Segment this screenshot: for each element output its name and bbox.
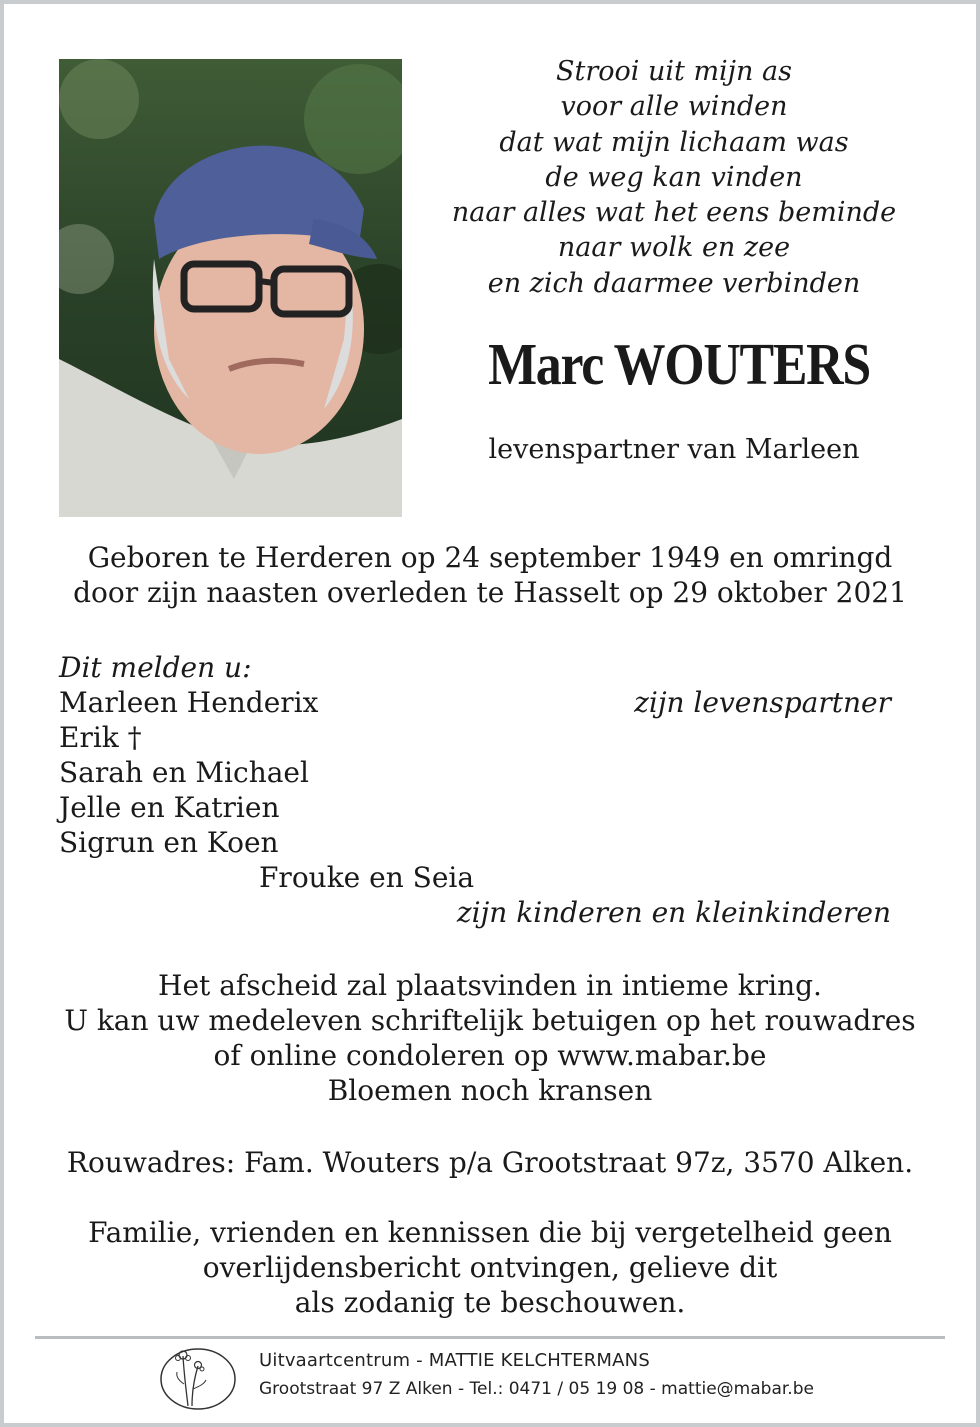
announcement-intro: Dit melden u:: [59, 651, 252, 684]
farewell-info: [0, 968, 980, 1108]
funeral-home-contact: Grootstraat 97 Z Alken - Tel.: 0471 / 05 19 08 - mattie@mabar.be: [259, 1379, 814, 1399]
birth-death-info: [0, 540, 980, 610]
farewell-line: Het afscheid zal plaatsvinden in intieme kring.: [158, 969, 822, 1002]
poem-line: naar wolk en zee: [557, 232, 791, 264]
notice-line: overlijdensbericht ontvingen, gelieve dit: [202, 1251, 778, 1284]
partner-line: levenspartner van Marleen: [488, 434, 860, 465]
poem-line: voor alle winden: [560, 91, 788, 123]
relation-label: zijn levenspartner: [634, 686, 891, 719]
farewell-line: Bloemen noch kransen: [327, 1074, 653, 1107]
funeral-home-title: Uitvaartcentrum - MATTIE KELCHTERMANS: [259, 1350, 650, 1371]
family-name: Marleen Henderix: [59, 686, 319, 719]
notice-line: als zodanig te beschouwen.: [294, 1286, 686, 1319]
poem-line: en zich daarmee verbinden: [487, 267, 861, 299]
farewell-line: of online condoleren op www.mabar.be: [213, 1039, 767, 1072]
announcement-list: [59, 650, 899, 930]
footer-divider: [35, 1336, 945, 1339]
family-name: Sigrun en Koen: [59, 826, 279, 859]
children-relation-label: zijn kinderen en kleinkinderen: [456, 896, 891, 929]
mourning-address: Rouwadres: Fam. Wouters p/a Grootstraat 97z, 3570 Alken.: [66, 1146, 914, 1179]
notice-line: Familie, vrienden en kennissen die bij vergetelheid geen: [88, 1216, 892, 1249]
list-item: [59, 860, 899, 895]
poem-line: naar alles wat het eens beminde: [451, 197, 897, 229]
list-item: [59, 720, 899, 755]
poem: [440, 54, 908, 301]
portrait-photo: [59, 59, 402, 517]
list-item: [59, 755, 899, 790]
notice: [0, 1215, 980, 1320]
deceased-name: Marc WOUTERS: [488, 331, 870, 397]
poem-line: de weg kan vinden: [545, 161, 803, 193]
death-line: door zijn naasten overleden te Hasselt op 29 oktober 2021: [73, 576, 907, 609]
list-item: [59, 825, 899, 860]
farewell-line: U kan uw medeleven schriftelijk betuigen op het rouwadres: [64, 1004, 916, 1037]
poem-line: Strooi uit mijn as: [556, 56, 792, 87]
list-item: [59, 685, 899, 720]
birth-line: Geboren te Herderen op 24 september 1949 en omringd: [87, 541, 893, 574]
family-name: Sarah en Michael: [59, 756, 309, 789]
family-name: Erik †: [59, 721, 142, 754]
family-name: Frouke en Seia: [259, 861, 475, 894]
poem-line: dat wat mijn lichaam was: [499, 126, 849, 158]
family-name: Jelle en Katrien: [59, 791, 280, 824]
flower-logo-icon: [158, 1344, 238, 1414]
list-item: [59, 790, 899, 825]
